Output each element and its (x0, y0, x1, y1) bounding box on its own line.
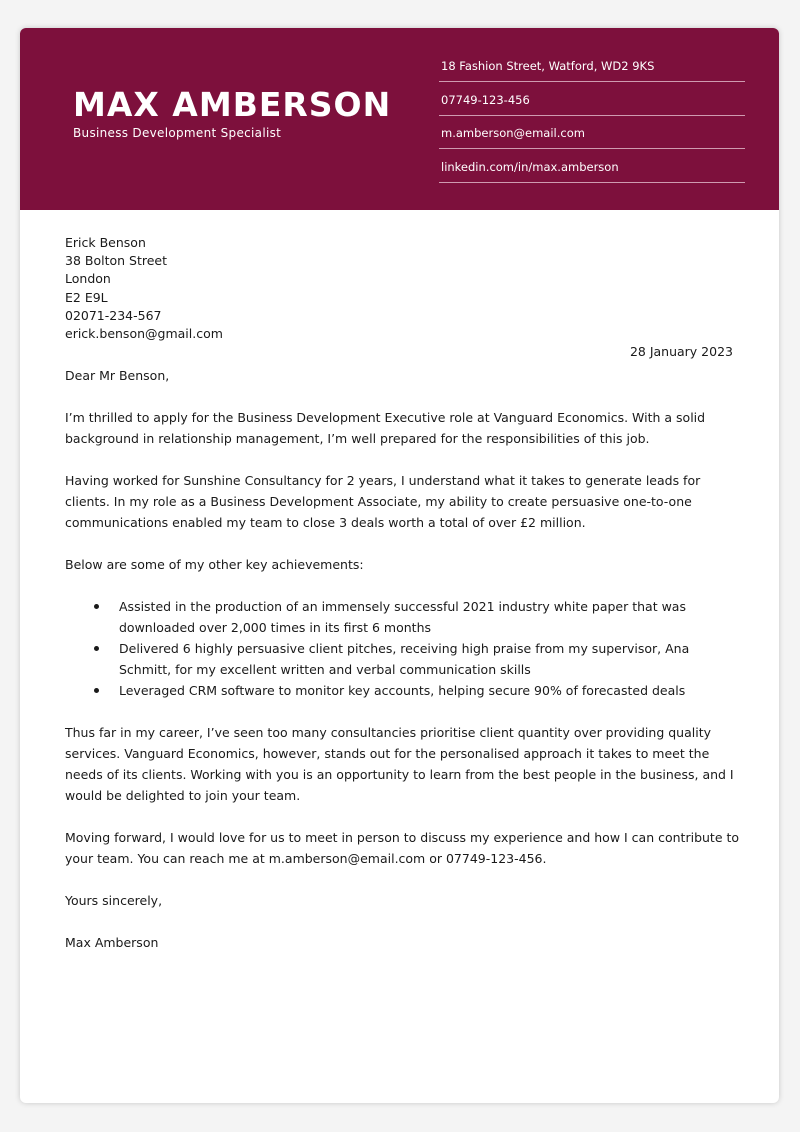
recipient-email: erick.benson@gmail.com (65, 326, 223, 342)
applicant-role: Business Development Specialist (73, 126, 282, 140)
cover-letter-page (20, 28, 779, 1103)
recipient-phone: 02071-234-567 (65, 307, 162, 323)
letter-body (65, 365, 740, 974)
paragraph-intro: I’m thrilled to apply for the Business Development Executive role at Vanguard Economics. With a solid background in relationship management, I’m well prepared for the responsibilities of this job. (65, 410, 706, 446)
achievements-list (65, 596, 740, 701)
signature: Max Amberson (65, 935, 159, 950)
recipient-street: 38 Bolton Street (65, 253, 168, 269)
recipient-city: London (65, 271, 111, 287)
list-item: Delivered 6 highly persuasive client pitches, receiving high praise from my supervisor, Ana Schmitt, for my excellent written and verbal communication skills (119, 638, 740, 680)
letter-date: 28 January 2023 (629, 344, 733, 359)
contact-email: m.amberson@email.com (439, 117, 745, 149)
recipient-name: Erick Benson (65, 235, 146, 250)
contact-phone: 07749-123-456 (439, 84, 745, 116)
recipient-block (65, 234, 223, 343)
contact-linkedin: linkedin.com/in/max.amberson (439, 151, 745, 183)
letter-header (20, 28, 779, 210)
contact-address: 18 Fashion Street, Watford, WD2 9KS (439, 50, 745, 82)
recipient-postcode: E2 E9L (65, 289, 108, 305)
paragraph-motivation: Thus far in my career, I’ve seen too many consultancies prioritise client quantity over providing quality services. Vanguard Economics, however, stands out for the personalised approach it takes to meet the needs of its clients. Working with you is an opportunity to learn from the best people in the business, and I would be delighted to join your team. (65, 725, 734, 803)
closing: Yours sincerely, (65, 893, 163, 908)
list-item: Assisted in the production of an immensely successful 2021 industry white paper that was downloaded over 2,000 times in its first 6 months (119, 596, 740, 638)
list-item: Leveraged CRM software to monitor key accounts, helping secure 90% of forecasted deals (119, 680, 740, 701)
applicant-name: MAX AMBERSON (73, 85, 392, 124)
paragraph-closing-remarks: Moving forward, I would love for us to meet in person to discuss my experience and how I can contribute to your team. You can reach me at m.amberson@email.com or 07749-123-456. (65, 830, 740, 866)
paragraph-experience: Having worked for Sunshine Consultancy for 2 years, I understand what it takes to generate leads for clients. In my role as a Business Development Associate, my ability to create persuasive one-to-one communications enabled my team to close 3 deals worth a total of over £2 million. (65, 473, 701, 530)
salutation: Dear Mr Benson, (65, 368, 170, 383)
contact-details (439, 50, 745, 184)
achievements-intro: Below are some of my other key achievements: (65, 557, 364, 572)
